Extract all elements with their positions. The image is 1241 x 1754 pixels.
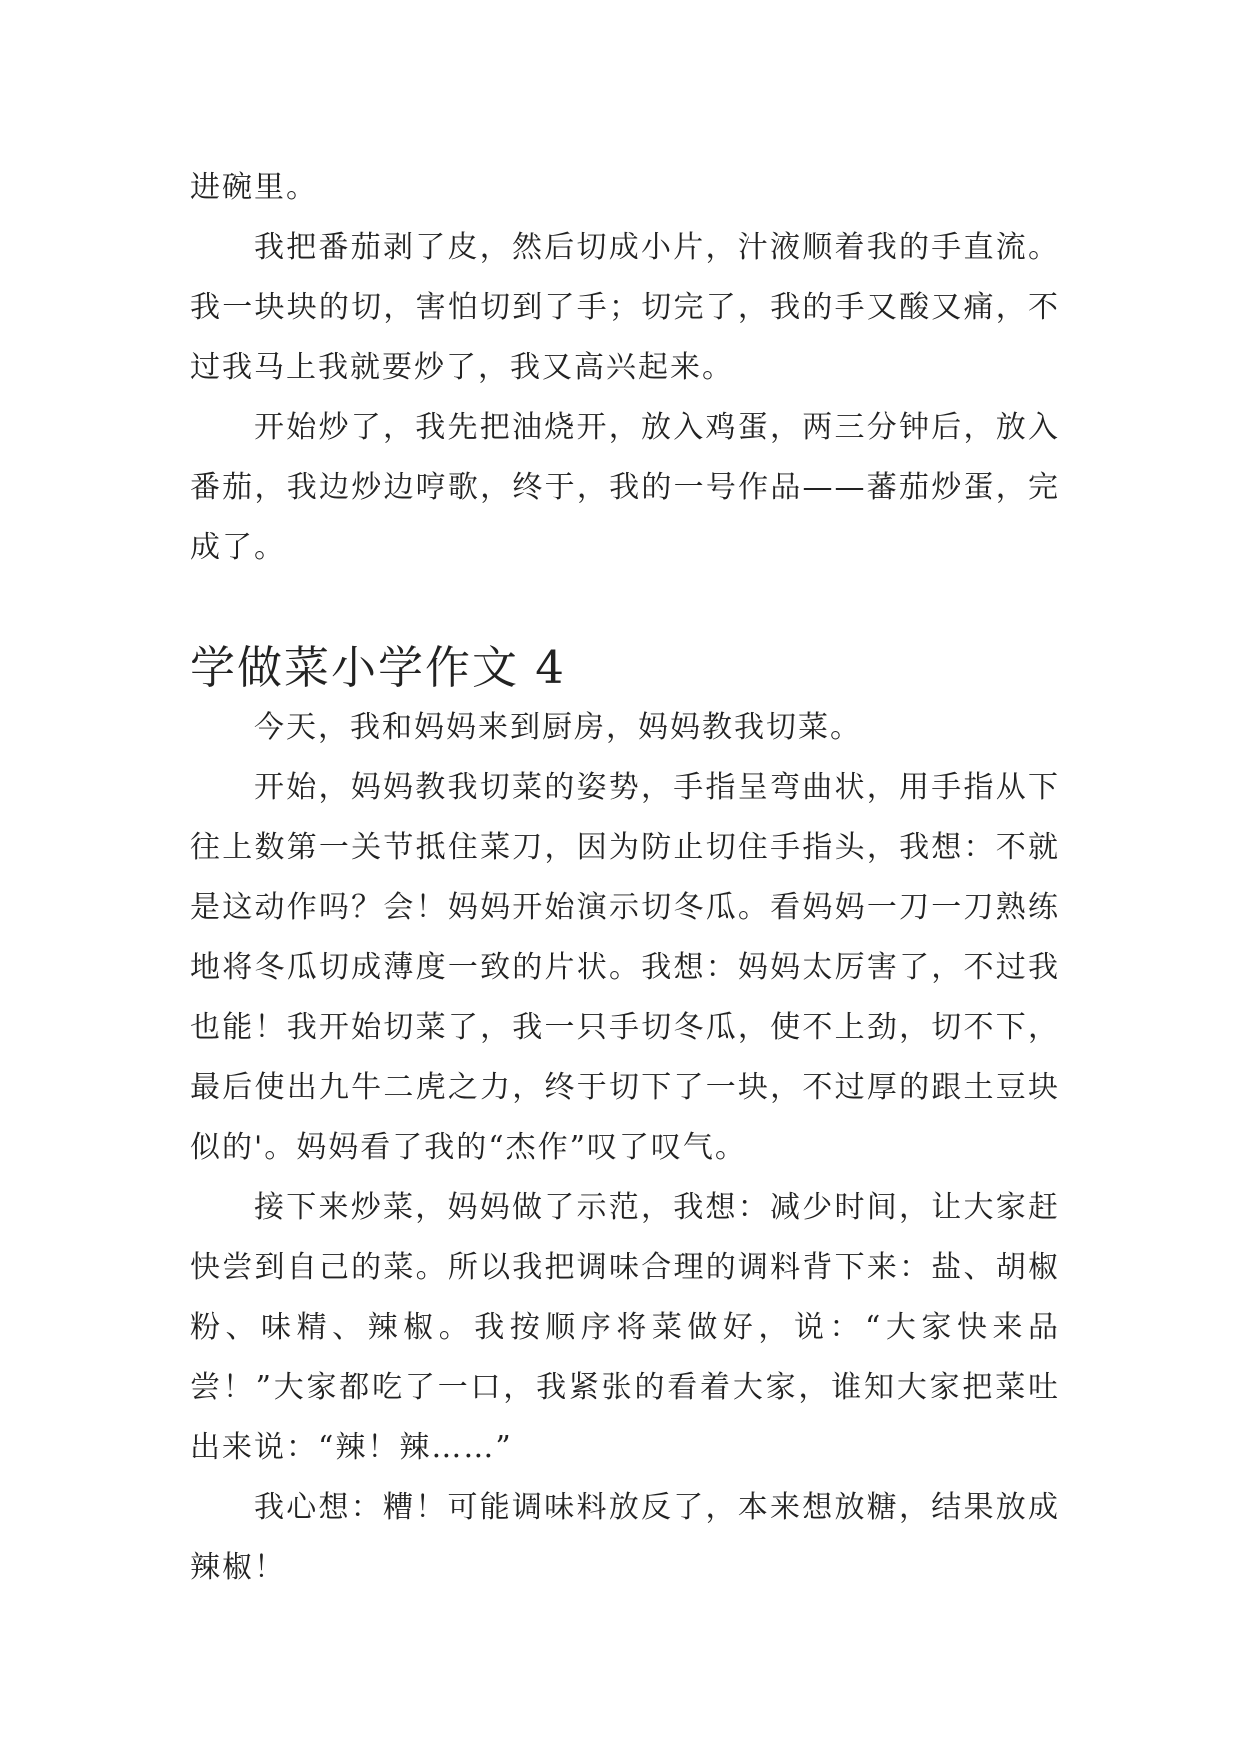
section-title: 学做菜小学作文 4 (190, 641, 566, 694)
paragraph-cooking: 接下来炒菜，妈妈做了示范，我想：减少时间，让大家赶快尝到自己的菜。所以我把调味合理的调料背下来：盐、胡椒粉、味精、辣椒。我按顺序将菜做好，说：“大家快来品尝！”大家都吃了一口，我紧张的看着大家，谁知大家把菜吐出来说：“辣！辣……” (190, 1190, 1060, 1465)
document-body (190, 158, 1060, 1598)
paragraph-peel-tomato: 我把番茄剥了皮，然后切成小片，汁液顺着我的手直流。我一块块的切，害怕切到了手；切完了，我的手又酸又痛，不过我马上我就要炒了，我又高兴起来。 (190, 230, 1060, 385)
paragraph-cutting: 开始，妈妈教我切菜的姿势，手指呈弯曲状，用手指从下往上数第一关节抵住菜刀，因为防止切住手指头，我想：不就是这动作吗？会！妈妈开始演示切冬瓜。看妈妈一刀一刀熟练地将冬瓜切成薄度一致的片状。我想：妈妈太厉害了，不过我也能！我开始切菜了，我一只手切冬瓜，使不上劲，切不下，最后使出九牛二虎之力，终于切下了一块，不过厚的跟土豆块似的'。妈妈看了我的“杰作”叹了叹气。 (190, 770, 1060, 1165)
section-gap (190, 578, 1060, 638)
paragraph-conclusion: 我心想：糟！可能调味料放反了，本来想放糖，结果放成辣椒！ (190, 1490, 1060, 1585)
continuation-paragraph: 进碗里。 (190, 170, 318, 205)
paragraph-start-frying: 开始炒了，我先把油烧开，放入鸡蛋，两三分钟后，放入番茄，我边炒边哼歌，终于，我的一号作品——蕃茄炒蛋，完成了。 (190, 410, 1060, 565)
paragraph-kitchen: 今天，我和妈妈来到厨房，妈妈教我切菜。 (254, 710, 862, 745)
